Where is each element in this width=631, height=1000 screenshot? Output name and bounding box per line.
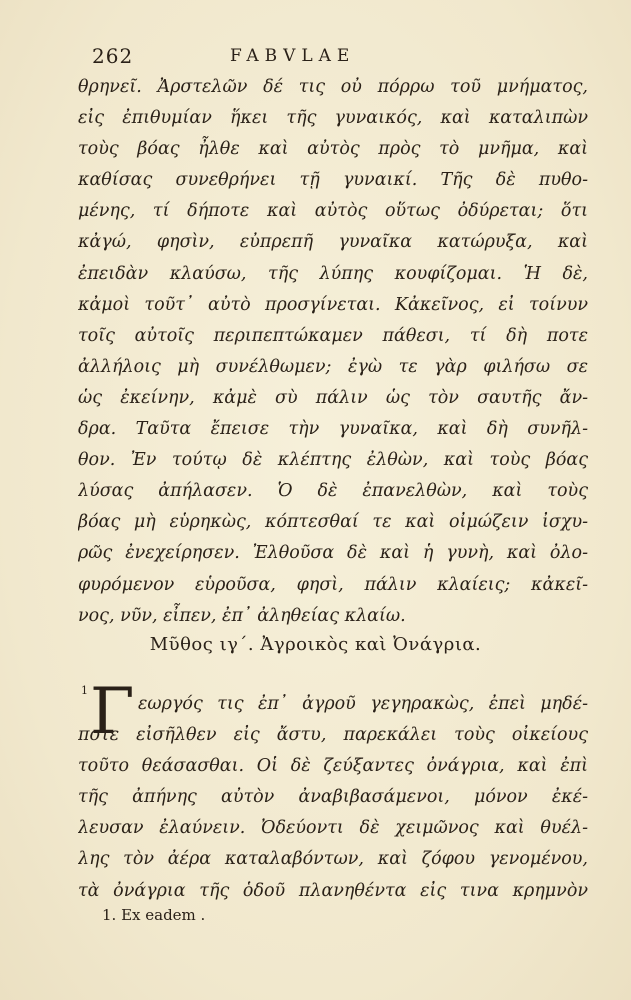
text-line: εωργός τις ἐπ᾽ ἀγροῦ γεγηρακὼς, ἐπεὶ μηδέ- (138, 694, 588, 714)
text-line: λύσας ἀπήλασεν. Ὁ δὲ ἐπανελθὼν, καὶ τοὺς (78, 481, 588, 502)
text-line: ὡς ἐκείνην, κἀμὲ σὺ πάλιν ὡς τὸν σαυτῆς ἄν- (78, 387, 588, 408)
text-line: ρῶς ἐνεχείρησεν. Ἐλθοῦσα δὲ καὶ ἡ γυνὴ, καὶ ὀλο- (78, 543, 588, 564)
text-line: καθίσας συνεθρήνει τῇ γυναικί. Τῆς δὲ πυθο- (78, 170, 588, 191)
text-line: τῆς ἀπήνης αὐτὸν ἀναβιβασάμενοι, μόνον ἐκέ- (78, 787, 588, 808)
text-line: ἐπειδὰν κλαύσω, τῆς λύπης κουφίζομαι. Ἡ δὲ, (78, 263, 588, 284)
text-line: τοῖς αὐτοῖς περιπεπτώκαμεν πάθεσι, τί δὴ ποτε (78, 325, 588, 346)
text-line: λευσαν ἐλαύνειν. Ὀδεύοντι δὲ χειμῶνος καὶ θυέλ- (78, 818, 588, 839)
text-line: θρηνεῖ. Ἀρστελῶν δέ τις οὐ πόρρω τοῦ μνήματος, (78, 77, 588, 97)
text-line: φυρόμενον εὑροῦσα, φησὶ, πάλιν κλαίεις; κἀκεῖ- (78, 574, 588, 595)
text-line: κἀμοὶ τοῦτ᾽ αὐτὸ προσγίνεται. Κἀκεῖνος, εἰ τοίνυν (78, 294, 588, 315)
text-line: βόας μὴ εὑρηκὼς, κόπτεσθαί τε καὶ οἰμώζειν ἰσχυ- (78, 512, 588, 533)
text-line: κἀγώ, φησὶν, εὐπρεπῆ γυναῖκα κατώρυξα, καὶ (78, 232, 588, 253)
running-head: FABVLAE (230, 46, 356, 66)
text-line: δρα. Ταῦτα ἔπεισε τὴν γυναῖκα, καὶ δὴ συνῆλ- (78, 419, 588, 440)
text-line: ποτε εἰσῆλθεν εἰς ἄστυ, παρεκάλει τοὺς οἰκείους (78, 725, 588, 746)
page-header (92, 44, 562, 72)
text-line: νος, νῦν, εἶπεν, ἐπ᾽ ἀληθείας κλαίω. (78, 605, 406, 626)
text-line: τοῦτο θεάσασθαι. Οἱ δὲ ζεύξαντες ὀνάγρια, καὶ ἐπὶ (78, 756, 588, 777)
text-line: εἰς ἐπιθυμίαν ἥκει τῆς γυναικός, καὶ καταλιπὼν (78, 108, 588, 129)
text-line: τοὺς βόας ἦλθε καὶ αὐτὸς πρὸς τὸ μνῆμα, καὶ (78, 139, 588, 160)
drop-cap-initial: Γ (90, 675, 135, 749)
fable-title: Μῦθος ιγ´. Ἀγροικὸς καὶ Ὀνάγρια. (149, 634, 482, 655)
text-line: ἀλλήλοις μὴ συνέλθωμεν; ἐγὼ τε γὰρ φιλήσω σε (78, 356, 588, 377)
text-line: λης τὸν ἀέρα καταλαβόντων, καὶ ζόφου γενομένου, (78, 849, 588, 870)
text-line: μένης, τί δήποτε καὶ αὐτὸς οὕτως ὀδύρεται; ὅτι (78, 201, 588, 222)
fable-text (78, 689, 588, 907)
text-line: θον. Ἐν τούτῳ δὲ κλέπτης ἐλθὼν, καὶ τοὺς βόας (78, 450, 588, 471)
page-number: 262 (92, 44, 134, 68)
text-line: τὰ ὀνάγρια τῆς ὁδοῦ πλανηθέντα εἰς τινα κρημνὸν (78, 880, 588, 901)
fable-text-continued (78, 72, 588, 632)
footnote-marker: 1 (81, 684, 88, 697)
footnote: 1. Ex eadem . (102, 906, 206, 924)
